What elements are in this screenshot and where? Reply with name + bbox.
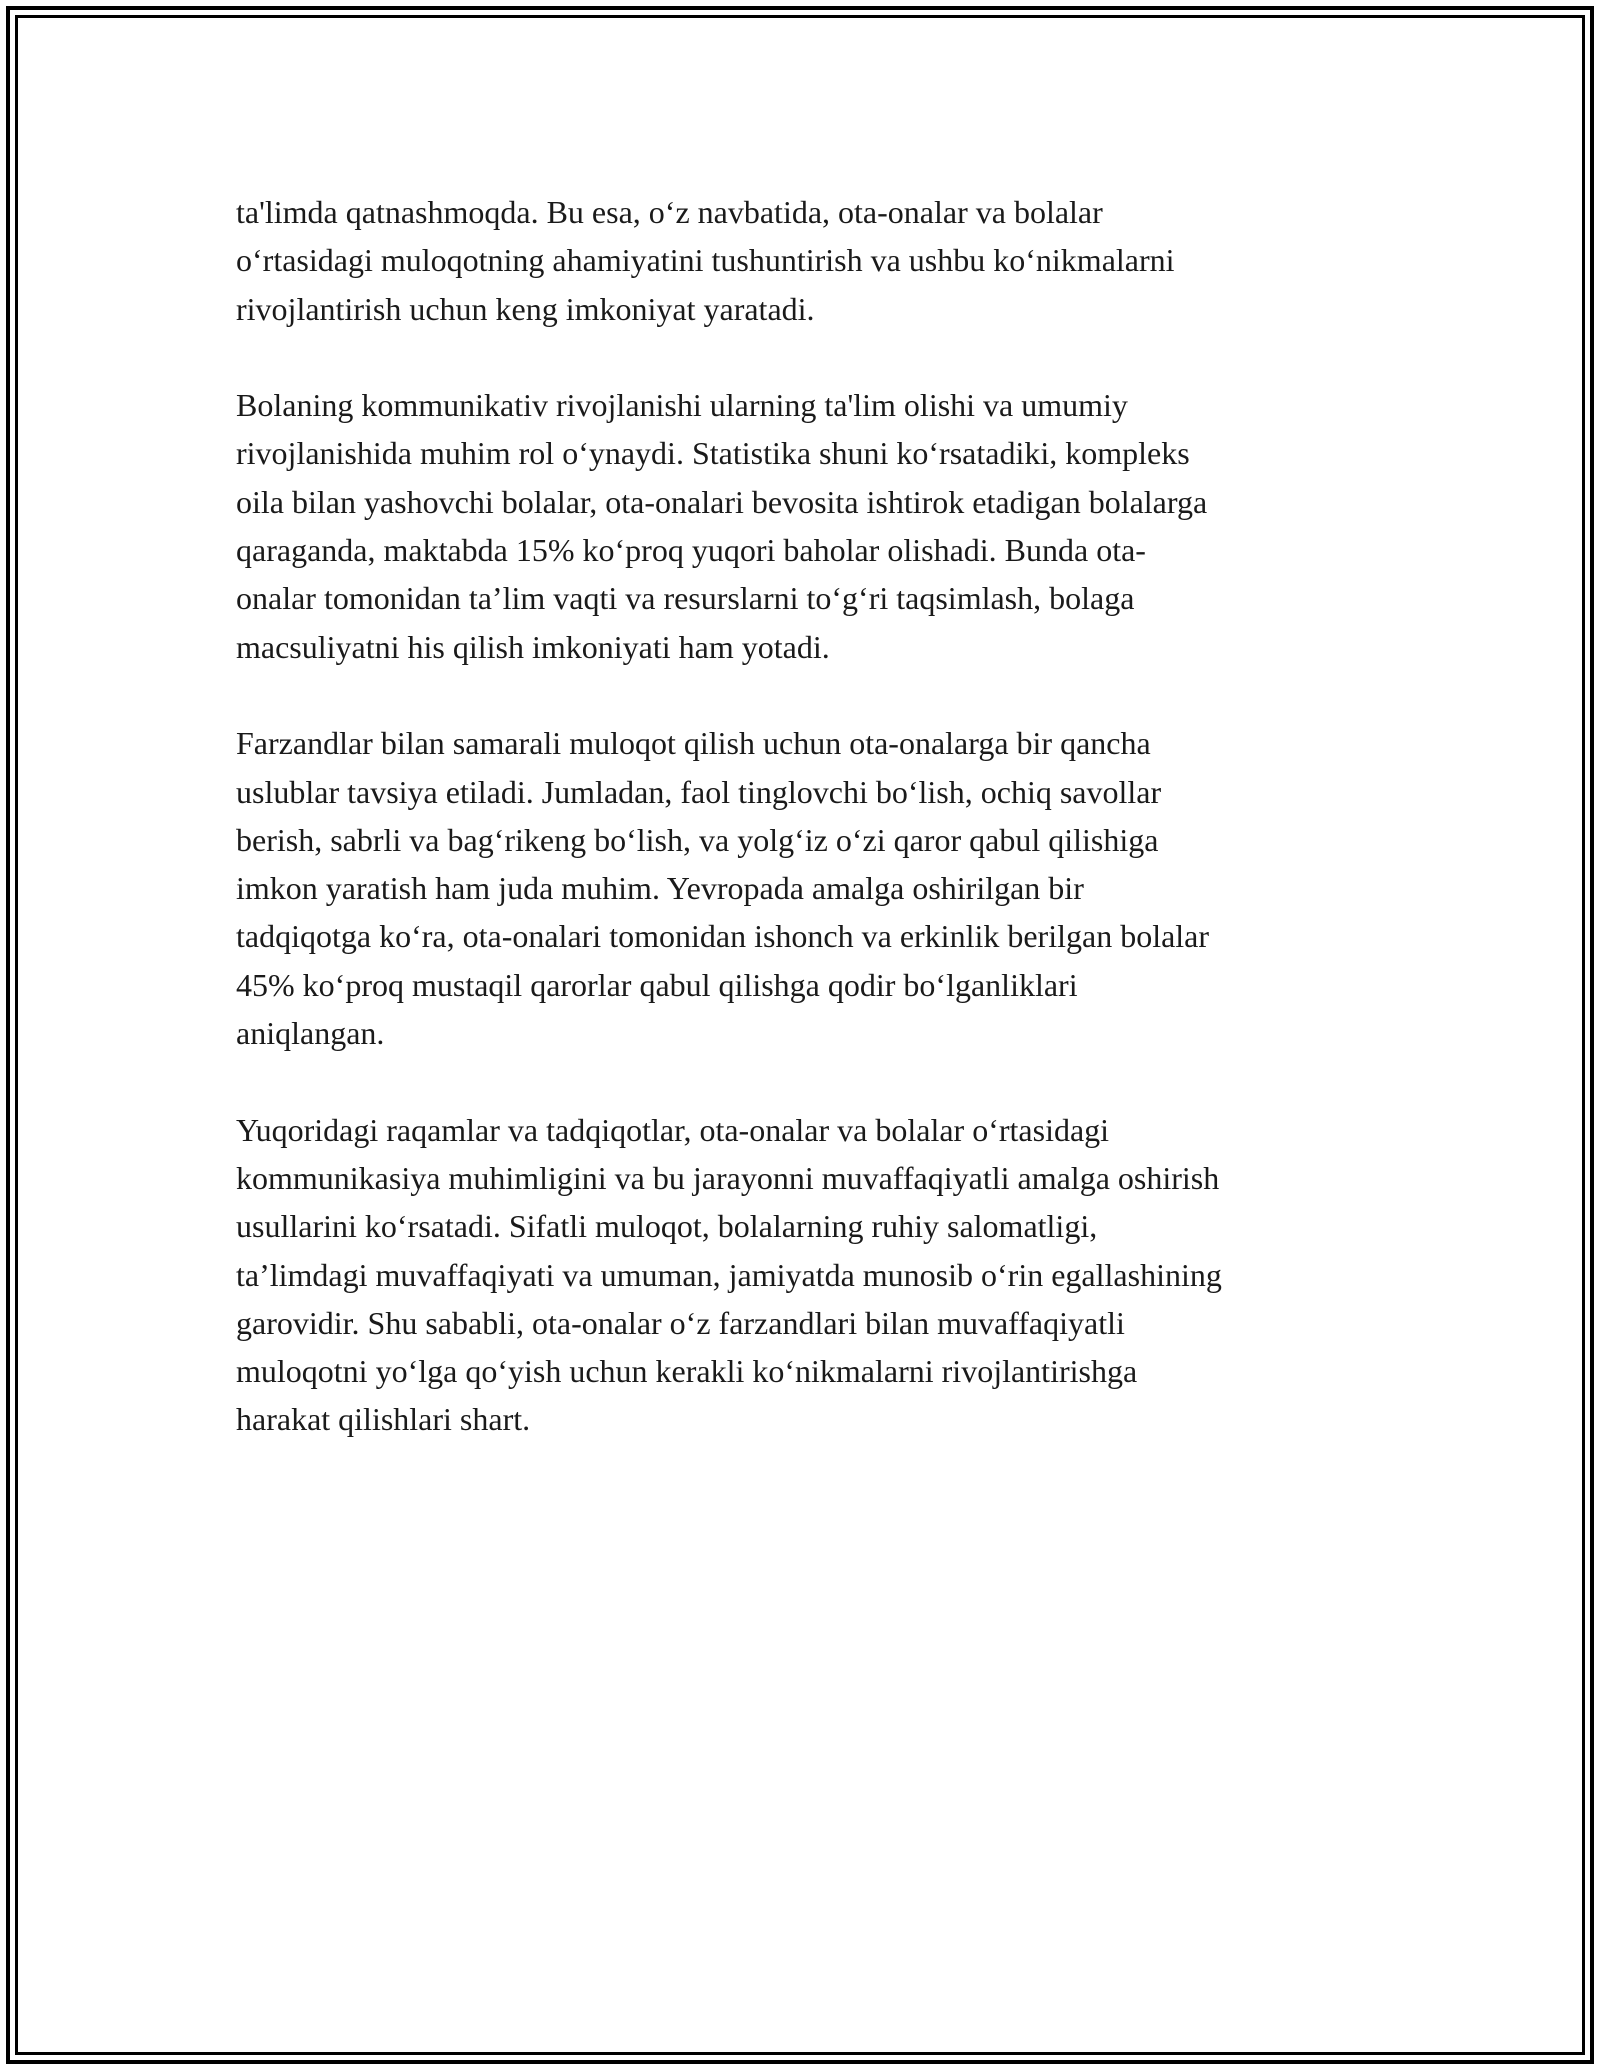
document-body: [236, 188, 1386, 1492]
paragraph-3: Farzandlar bilan samarali muloqot qilish uchun ota-onalarga bir qancha uslublar tavsiya etiladi. Jumladan, faol tinglovchi bo‘lish, ochiq savollar berish, sabrli va bag‘rikeng bo‘lish, va yolg‘iz o‘zi qaror qabul qilishiga imkon yaratish ham juda muhim. Yevropada amalga oshirilgan bir tadqiqotga ko‘ra, ota-onalari tomonidan ishonch va erkinlik berilgan bolalar 45% ko‘proq mustaqil qarorlar qabul qilishga qodir bo‘lganliklari aniqlangan.: [236, 725, 1210, 1052]
paragraph-4: Yuqoridagi raqamlar va tadqiqotlar, ota-onalar va bolalar o‘rtasidagi kommunikasiya muhimligini va bu jarayonni muvaffaqiyatli amalga oshirish usullarini ko‘rsatadi. Sifatli muloqot, bolalarning ruhiy salomatligi, ta’limdagi muvaffaqiyati va umuman, jamiyatda munosib o‘rin egallashining garovidir. Shu sababli, ota-onalar o‘z farzandlari bilan muvaffaqiyatli muloqotni yo‘lga qo‘yish uchun kerakli ko‘nikmalarni rivojlantirishga harakat qilishlari shart.: [236, 1111, 1222, 1438]
paragraph-2: Bolaning kommunikativ rivojlanishi ularning ta'lim olishi va umumiy rivojlanishida muhim rol o‘ynaydi. Statistika shuni ko‘rsatadiki, kompleks oila bilan yashovchi bolalar, ota-onalari bevosita ishtirok etadigan bolalarga qaraganda, maktabda 15% ko‘proq yuqori baholar olishadi. Bunda ota- onalar tomonidan ta’lim vaqti va resurslarni to‘g‘ri taqsimlash, bolaga macsuliyatni his qilish imkoniyati ham yotadi.: [236, 387, 1208, 665]
paragraph-1: ta'limda qatnashmoqda. Bu esa, o‘z navbatida, ota-onalar va bolalar o‘rtasidagi muloqotning ahamiyatini tushuntirish va ushbu ko‘nikmalarni rivojlantirish uchun keng imkoniyat yaratadi.: [236, 194, 1175, 327]
